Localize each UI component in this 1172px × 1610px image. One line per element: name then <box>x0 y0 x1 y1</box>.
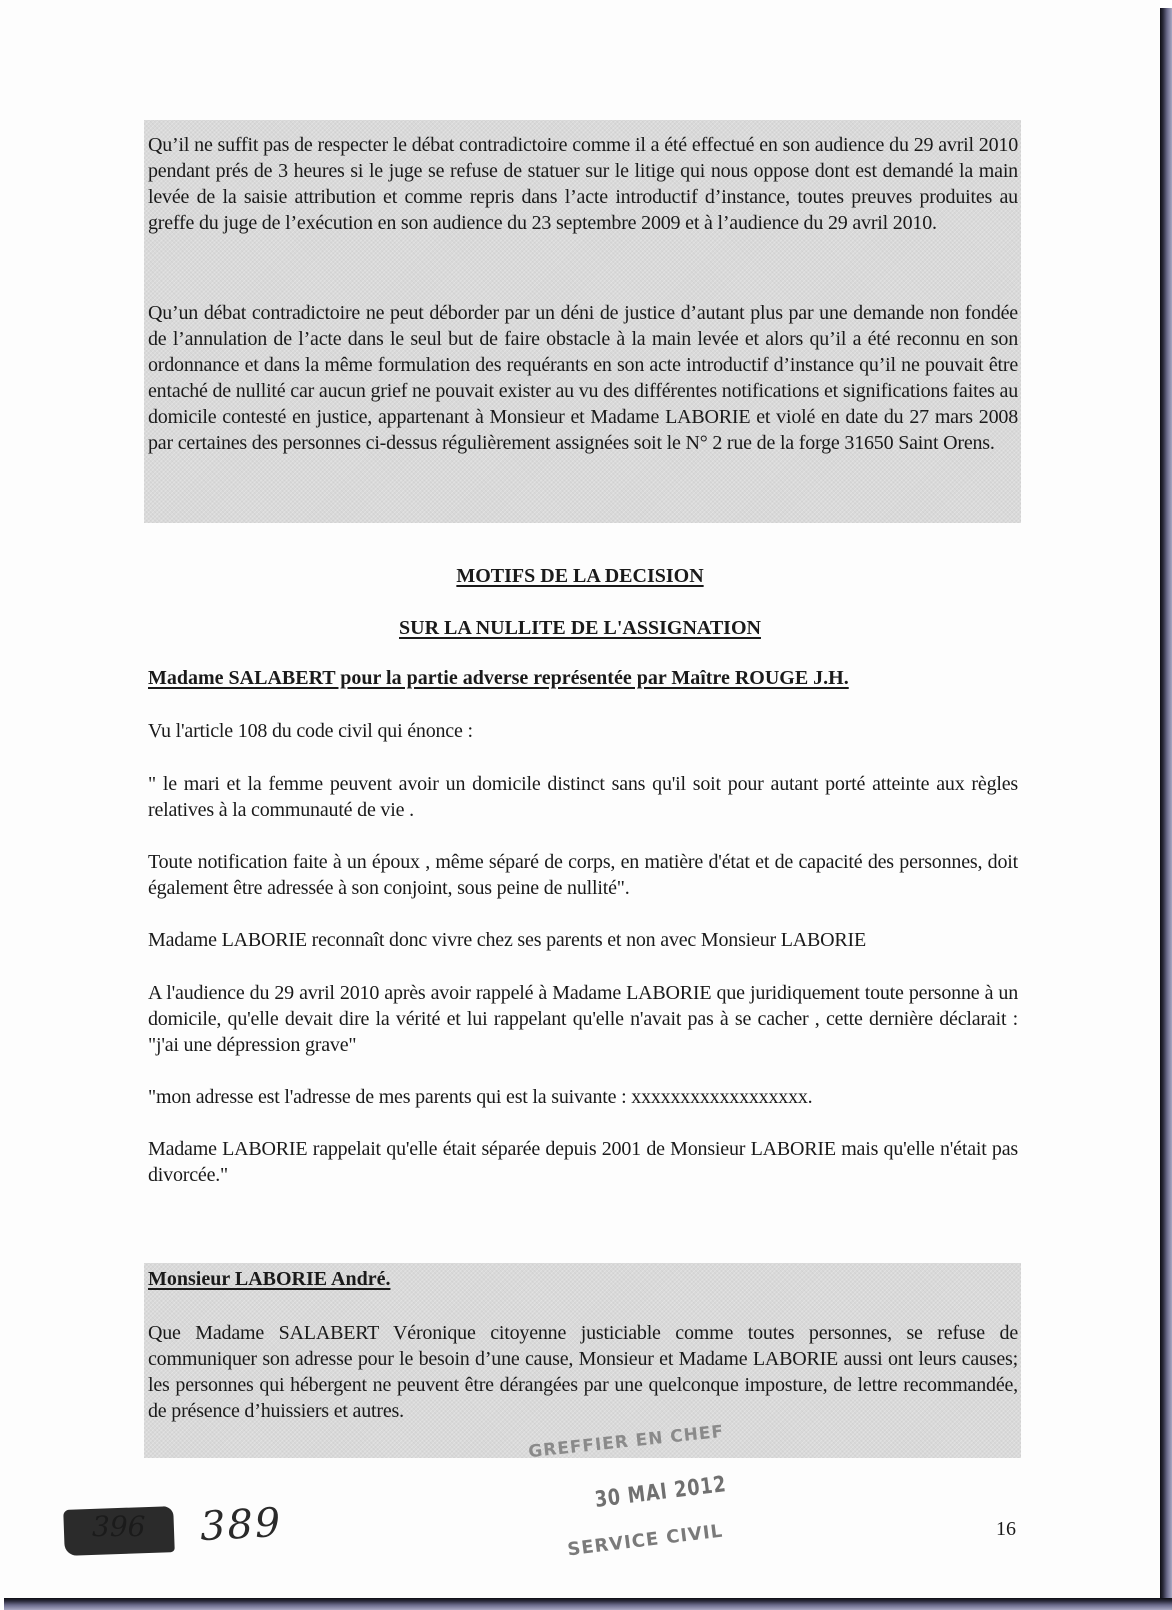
subheading-laborie: Monsieur LABORIE André. <box>148 1268 391 1290</box>
paragraph-citation-mari-femme: " le mari et la femme peuvent avoir un domicile distinct sans qu'il soit pour autant porté atteinte aux règles relatives à la communauté de vie . <box>148 773 1018 821</box>
stamp-date: 30 MAI 2012 <box>593 1472 728 1513</box>
redacted-number: 396 <box>92 1510 146 1543</box>
paragraph-notification: Toute notification faite à un époux , même séparé de corps, en matière d'état et de capacité des personnes, doit également être adressée à son conjoint, sous peine de nullité". <box>148 851 1018 899</box>
stamp-greffier: GREFFIER EN CHEF <box>527 1421 726 1463</box>
page-shadow-right <box>1160 8 1172 1610</box>
subheading-salabert: Madame SALABERT pour la partie adverse représentée par Maître ROUGE J.H. <box>148 667 849 689</box>
stamp-service-civil: SERVICE CIVIL <box>566 1520 725 1561</box>
heading-nullite: SUR LA NULLITE DE L'ASSIGNATION <box>399 617 761 639</box>
paragraph-adresse: "mon adresse est l'adresse de mes parents qui est la suivante : xxxxxxxxxxxxxxxxxx. <box>148 1086 813 1108</box>
paragraph-refus-adresse: Que Madame SALABERT Véronique citoyenne justiciable comme toutes personnes, se refuse de communiquer son adresse pour le besoin d’une cause, Monsieur et Madame LABORIE aussi ont leurs causes; les personnes qui hébergent ne peuvent être dérangées par une quelconque imposture, de lettre recommandée, de présence d’huissiers et autres. <box>148 1322 1018 1422</box>
paragraph-audience: A l'audience du 29 avril 2010 après avoir rappelé à Madame LABORIE que juridiquement toute personne à un domicile, qu'elle devait dire la vérité et lui rappelant qu'elle n'avait pas à se cacher , cette dernière déclarait : "j'ai une dépression grave" <box>148 982 1018 1056</box>
heading-motifs: MOTIFS DE LA DECISION <box>456 565 704 587</box>
paragraph-debat-contradictoire: Qu’il ne suffit pas de respecter le débat contradictoire comme il a été effectué en son audience du 29 avril 2010 pendant prés de 3 heures si le juge se refuse de statuer sur le litige qui nous oppose dont est demandé la main levée de la saisie attribution et comme repris dans l’acte introductif d’instance, toutes preuves produites au greffe du juge de l’exécution en son audience du 23 septembre 2009 et à l’audience du 29 avril 2010. <box>148 134 1018 234</box>
paragraph-article-108: Vu l'article 108 du code civil qui énonce : <box>148 720 473 742</box>
page-number: 16 <box>996 1518 1016 1540</box>
paragraph-reconnait: Madame LABORIE reconnaît donc vivre chez ses parents et non avec Monsieur LABORIE <box>148 929 867 951</box>
page-shadow-bottom <box>4 1598 1172 1610</box>
paragraph-deni-de-justice: Qu’un débat contradictoire ne peut déborder par un déni de justice d’autant plus par une demande non fondée de l’annulation de l’acte dans le seul but de faire obstacle à la main levée et alors qu’il a été reconnu en son ordonnance et dans la même formulation des requérants en son acte introductif d’instance qu’il ne pouvait être entaché de nullité car aucun grief ne pouvait exister au vu des différentes notifications et significations faites au domicile contesté en justice, appartenant à Monsieur et Madame LABORIE et violé en date du 27 mars 2008 par certaines des personnes ci-dessus régulièrement assignées soit le N° 2 rue de la forge 31650 Saint Orens. <box>148 302 1018 454</box>
handwritten-page-number: 389 <box>198 1499 284 1551</box>
paragraph-separee: Madame LABORIE rappelait qu'elle était séparée depuis 2001 de Monsieur LABORIE mais qu'elle n'était pas divorcée." <box>148 1138 1018 1186</box>
